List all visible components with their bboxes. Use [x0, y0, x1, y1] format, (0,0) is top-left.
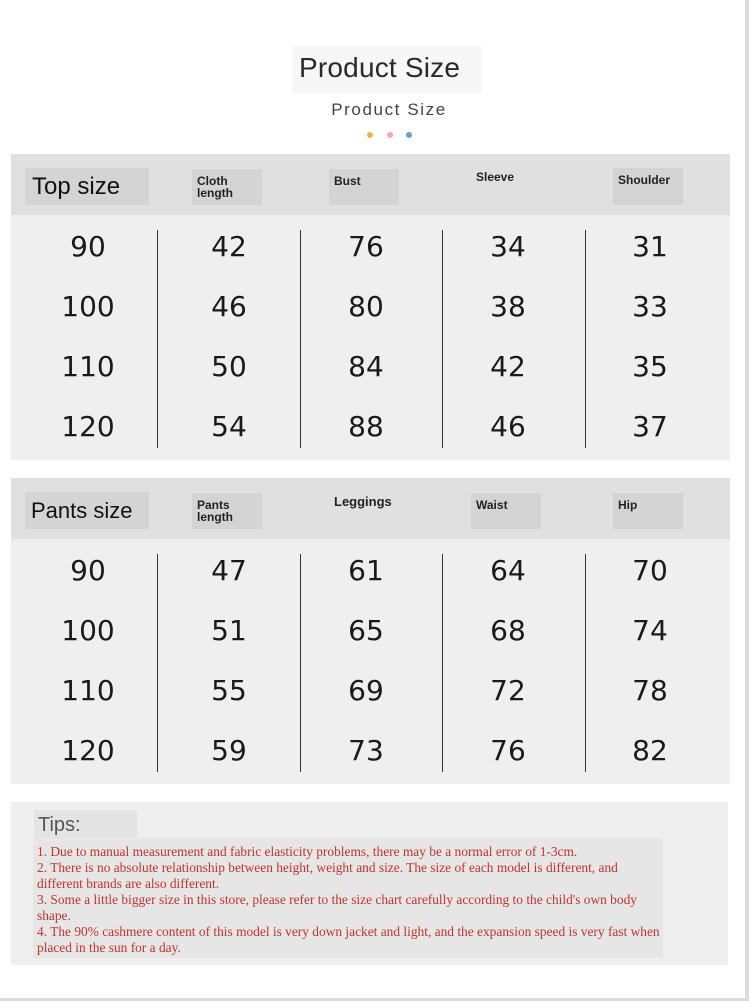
top-col-label: Bust: [334, 174, 361, 188]
top-table-title: Top size: [32, 173, 121, 200]
measurement-cell: 74: [632, 614, 668, 647]
tip-line: 3. Some a little bigger size in this store, please refer to the size chart carefully according to the child's own body shape.: [37, 892, 637, 923]
top-col-label: Shoulder: [618, 173, 671, 187]
tip-line: 4. The 90% cashmere content of this model is very down jacket and light, and the expansion speed is very fast when placed in the sun for a day.: [37, 924, 660, 955]
tip-line: 2. There is no absolute relationship between height, weight and size. The size of each model is different, and different brands are also different.: [37, 860, 618, 891]
page-subtitle: Product Size: [331, 100, 447, 119]
measurement-cell: 68: [490, 614, 526, 647]
measurement-cell: 42: [211, 230, 247, 263]
pants-table-title-cell: [25, 492, 149, 529]
measurement-cell: 65: [348, 614, 384, 647]
pants-col-label: Hip: [618, 498, 638, 512]
tips-body: [37, 844, 667, 956]
measurement-cell: 69: [348, 674, 384, 707]
measurement-cell: 73: [348, 734, 384, 767]
pants-col-label: Waist: [476, 498, 508, 512]
pants-col-label: Pants length: [197, 498, 233, 524]
column-divider: [442, 230, 443, 448]
measurement-cell: 78: [632, 674, 668, 707]
measurement-cell: 42: [490, 350, 526, 383]
size-cell: 110: [61, 674, 115, 707]
measurement-cell: 55: [211, 674, 247, 707]
pants-col-leggings: [329, 490, 409, 526]
measurement-cell: 54: [211, 410, 247, 443]
measurement-cell: 50: [211, 350, 247, 383]
tip-line: 1. Due to manual measurement and fabric elasticity problems, there may be a normal error of 1-3cm.: [37, 844, 578, 859]
measurement-cell: 76: [490, 734, 526, 767]
top-table-title-cell: [25, 168, 149, 205]
measurement-cell: 59: [211, 734, 247, 767]
measurement-cell: 31: [632, 230, 668, 263]
column-divider: [300, 554, 301, 772]
measurement-cell: 84: [348, 350, 384, 383]
measurement-cell: 46: [490, 410, 526, 443]
size-cell: 110: [61, 350, 115, 383]
size-cell: 90: [70, 554, 106, 587]
measurement-cell: 51: [211, 614, 247, 647]
tips-title: Tips:: [38, 814, 81, 836]
decor-dot-1: [367, 132, 373, 138]
pants-table-title: Pants size: [31, 498, 133, 523]
decor-dot-3: [406, 132, 412, 138]
size-cell: 90: [70, 230, 106, 263]
pants-col-waist: [471, 493, 541, 529]
column-divider: [300, 230, 301, 448]
measurement-cell: 76: [348, 230, 384, 263]
measurement-cell: 38: [490, 290, 526, 323]
measurement-cell: 47: [211, 554, 247, 587]
top-col-label: Sleeve: [476, 170, 515, 184]
measurement-cell: 46: [211, 290, 247, 323]
measurement-cell: 80: [348, 290, 384, 323]
pants-col-label: Leggings: [334, 494, 392, 509]
size-cell: 100: [61, 614, 115, 647]
column-divider: [585, 230, 586, 448]
size-cell: 120: [61, 734, 115, 767]
pants-size-table: [11, 478, 730, 784]
column-divider: [442, 554, 443, 772]
top-col-cloth-length: [192, 169, 262, 205]
measurement-cell: 64: [490, 554, 526, 587]
measurement-cell: 88: [348, 410, 384, 443]
pants-col-pants-length: [192, 493, 262, 529]
measurement-cell: 61: [348, 554, 384, 587]
measurement-cell: 33: [632, 290, 668, 323]
top-size-table: [11, 154, 730, 460]
column-divider: [157, 554, 158, 772]
size-cell: 120: [61, 410, 115, 443]
pants-table-header: [11, 478, 730, 539]
column-divider: [585, 554, 586, 772]
top-col-shoulder: [613, 168, 683, 205]
measurement-cell: 72: [490, 674, 526, 707]
top-col-bust: [329, 169, 399, 205]
pants-col-hip: [613, 493, 683, 529]
top-table-header: [11, 154, 730, 215]
measurement-cell: 82: [632, 734, 668, 767]
measurement-cell: 34: [490, 230, 526, 263]
size-cell: 100: [61, 290, 115, 323]
top-col-label: Cloth length: [197, 174, 233, 200]
tips-panel: [11, 802, 728, 965]
page-edge-right: [745, 0, 749, 1001]
page-title: Product Size: [299, 52, 461, 83]
column-divider: [157, 230, 158, 448]
measurement-cell: 70: [632, 554, 668, 587]
decor-dot-2: [387, 132, 393, 138]
measurement-cell: 37: [632, 410, 668, 443]
measurement-cell: 35: [632, 350, 668, 383]
top-col-sleeve: [471, 165, 541, 203]
